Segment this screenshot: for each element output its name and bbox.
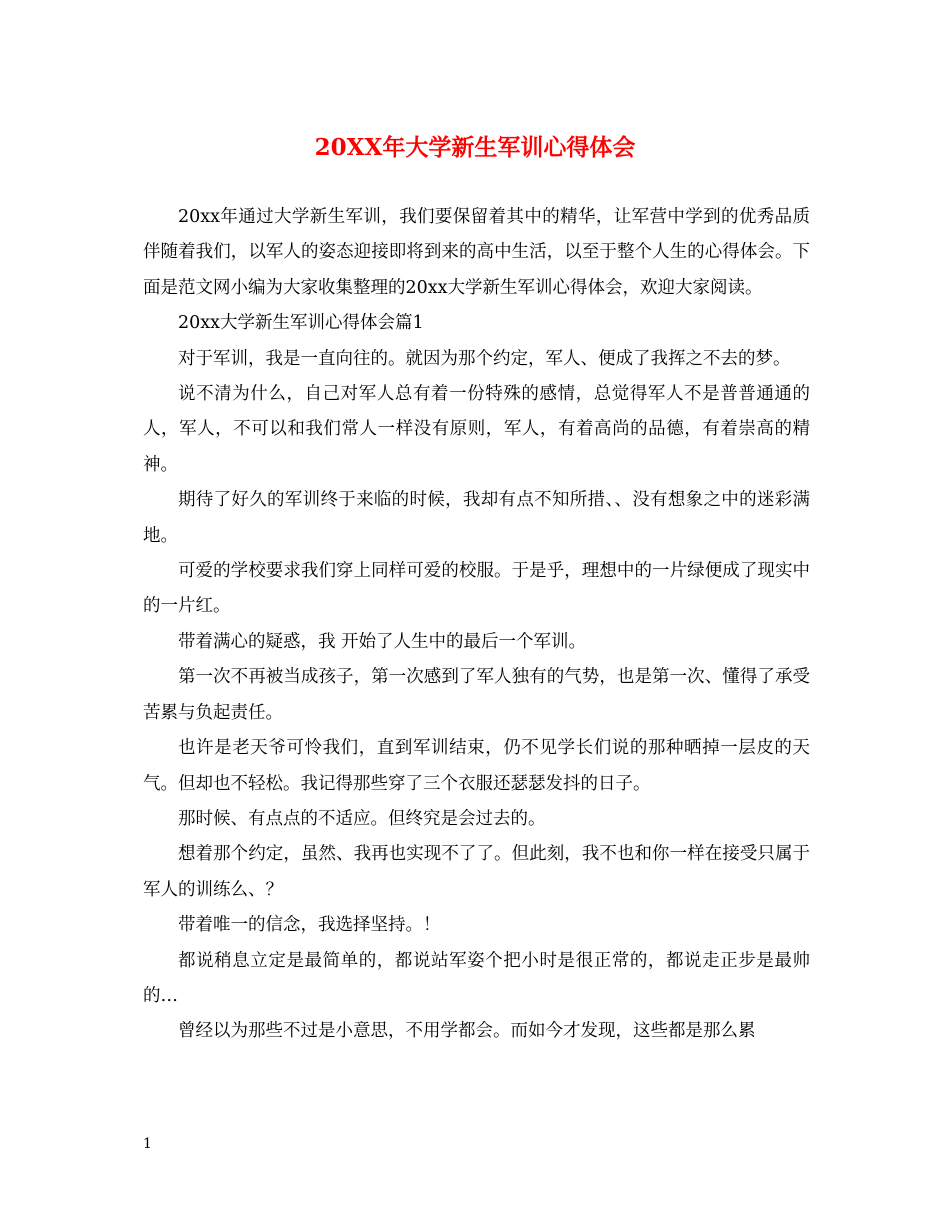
paragraph: 20xx大学新生军训心得体会篇1 (178, 313, 424, 334)
paragraph: 想着那个约定，虽然、我再也实现不了了。但此刻，我不也和你一样在接受只属于军人的训练么、？ (143, 844, 810, 900)
paragraph: 曾经以为那些不过是小意思，不用学都会。而如今才发现，这些都是那么累 (178, 1021, 756, 1042)
paragraph: 说不清为什么，自己对军人总有着一份特殊的感情，总觉得军人不是普普通通的人，军人，不可以和我们常人一样没有原则，军人，有着高尚的品德，有着崇高的精神。 (143, 384, 810, 475)
paragraph: 20xx年通过大学新生军训，我们要保留着其中的精华，让军营中学到的优秀品质伴随着我们，以军人的姿态迎接即将到来的高中生活，以至于整个人生的心得体会。下面是范文网小编为大家收集整理的20xx大学新生军训心得体会，欢迎大家阅读。 (143, 207, 810, 298)
paragraph: 对于军训，我是一直向往的。就因为那个约定，军人、便成了我挥之不去的梦。 (178, 348, 791, 369)
paragraph: 可爱的学校要求我们穿上同样可爱的校服。于是乎，理想中的一片绿便成了现实中的一片红。 (143, 561, 810, 617)
page-number: 1 (143, 1136, 152, 1152)
paragraph: 那时候、有点点的不适应。但终究是会过去的。 (178, 808, 546, 829)
document-body (143, 200, 810, 1050)
paragraph: 期待了好久的军训终于来临的时候，我却有点不知所措、、没有想象之中的迷彩满地。 (143, 490, 810, 546)
paragraph: 也许是老天爷可怜我们，直到军训结束，仍不见学长们说的那种晒掉一层皮的天气。但却也不轻松。我记得那些穿了三个衣服还瑟瑟发抖的日子。 (143, 738, 810, 794)
document-title: 20XX年大学新生军训心得体会 (314, 134, 636, 161)
paragraph: 第一次不再被当成孩子，第一次感到了军人独有的气势，也是第一次、懂得了承受苦累与负起责任。 (143, 667, 810, 723)
paragraph: 带着唯一的信念，我选择坚持。！ (178, 915, 441, 936)
paragraph: 都说稍息立定是最简单的，都说站军姿个把小时是很正常的，都说走正步是最帅的… (143, 950, 810, 1006)
paragraph: 带着满心的疑惑，我 开始了人生中的最后一个军训。 (178, 631, 587, 652)
